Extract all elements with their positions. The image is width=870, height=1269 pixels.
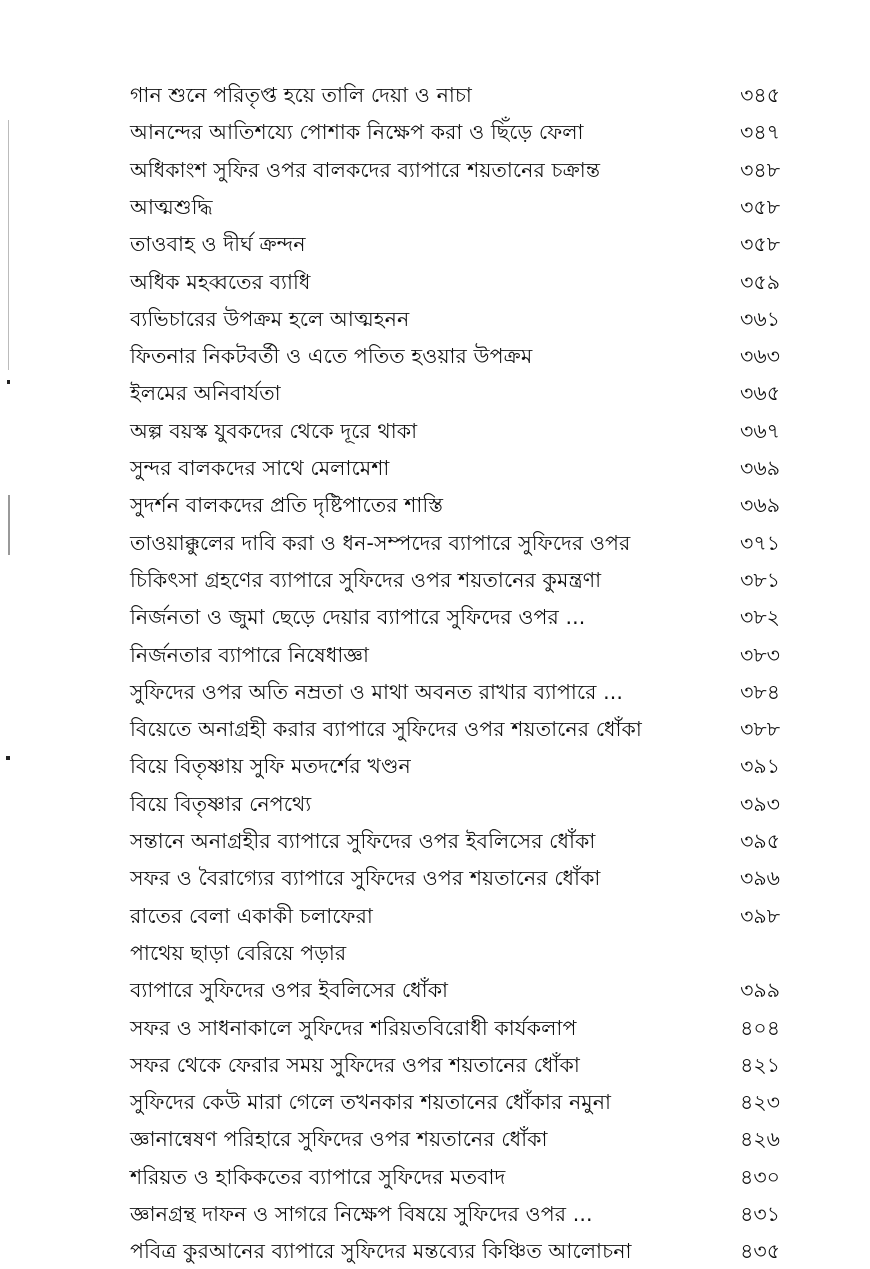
toc-entry xyxy=(130,301,780,337)
toc-entry xyxy=(130,413,780,449)
toc-entry-title: সুফিদের ওপর অতি নম্রতা ও মাথা অবনত রাখার ব্যাপারে ... xyxy=(130,679,624,704)
toc-entry-page: ৩৯৮ xyxy=(740,903,780,928)
toc-entry-title: বিয়ে বিতৃষ্ণার নেপথ্যে xyxy=(130,791,312,816)
toc-entry-title: সুন্দর বালকদের সাথে মেলামেশা xyxy=(130,456,390,480)
toc-entry-title: সফর থেকে ফেরার সময় সুফিদের ওপর শয়তানের ধোঁকা xyxy=(130,1052,580,1077)
toc-entry-page: ৩৯৯ xyxy=(740,978,780,1003)
toc-entry-page: ৩৪৮ xyxy=(740,157,780,182)
toc-entry xyxy=(130,860,780,896)
toc-entry xyxy=(130,898,780,934)
toc-entry-page: ৩৬১ xyxy=(740,306,780,331)
toc-entry xyxy=(130,189,780,225)
toc-entry-page: ৩৬৫ xyxy=(740,381,780,406)
toc-entry xyxy=(130,1084,780,1120)
toc-entry-page: ৩৬৯ xyxy=(740,456,780,480)
toc-entry-page: ৩৯৬ xyxy=(740,866,780,891)
toc-entry-page: ৩৪৫ xyxy=(740,83,780,107)
toc-entry-page: ৩৫৮ xyxy=(740,232,780,257)
toc-entry-page: ৪২৩ xyxy=(740,1090,780,1115)
toc-entry-page: ৩৮৮ xyxy=(740,717,780,742)
toc-entry xyxy=(130,1047,780,1083)
toc-entry-page: ৩৯৩ xyxy=(740,791,780,816)
scan-speck xyxy=(8,120,9,370)
toc-entry-page: ৪৩০ xyxy=(740,1164,780,1189)
toc-entry-page: ৩৬৯ xyxy=(740,493,780,518)
toc-entry xyxy=(130,525,780,561)
toc-entry xyxy=(130,935,780,971)
toc-entry xyxy=(130,1121,780,1157)
toc-entry-title: ব্যভিচারের উপক্রম হলে আত্মহনন xyxy=(130,306,410,331)
toc-entry-title: তাওবাহ ও দীর্ঘ ক্রন্দন xyxy=(130,232,306,257)
scan-speck xyxy=(8,495,10,555)
toc-entry xyxy=(130,338,780,374)
toc-entry xyxy=(130,599,780,635)
toc-entry-page: ৩৯৫ xyxy=(740,829,780,853)
toc-entry xyxy=(130,375,780,411)
toc-entry-title: নির্জনতা ও জুমা ছেড়ে দেয়ার ব্যাপারে সুফিদের ওপর ... xyxy=(130,605,586,630)
toc-entry-title: রাতের বেলা একাকী চলাফেরা xyxy=(130,903,373,928)
scan-speck xyxy=(7,380,10,384)
toc-entry xyxy=(130,1010,780,1046)
toc-entry-page: ৩৪৭ xyxy=(740,120,780,145)
toc-entry-page: ৩৮৩ xyxy=(740,642,780,667)
toc-entry xyxy=(130,1159,780,1195)
toc-entry xyxy=(130,748,780,784)
toc-entry-page: ৪২৬ xyxy=(740,1127,780,1152)
toc-entry-title: পবিত্র কুরআনের ব্যাপারে সুফিদের মন্তব্যের কিঞ্চিত আলোচনা xyxy=(130,1239,632,1264)
toc-entry-title: বিয়ে বিতৃষ্ণায় সুফি মতদর্শের খণ্ডন xyxy=(130,754,411,779)
toc-entry-title: পাথেয় ছাড়া বেরিয়ে পড়ার xyxy=(130,940,347,965)
toc-entry-title: অধিক মহব্বতের ব্যাধি xyxy=(130,269,311,294)
toc-entry-page: ৩৫৮ xyxy=(740,194,780,219)
toc-entry xyxy=(130,226,780,262)
toc-entry-title: চিকিৎসা গ্রহণের ব্যাপারে সুফিদের ওপর শয়তানের কুমন্ত্রণা xyxy=(130,567,602,592)
toc-entry-title: সফর ও বৈরাগ্যের ব্যাপারে সুফিদের ওপর শয়তানের ধোঁকা xyxy=(130,866,601,891)
toc-entry-title: সন্তানে অনাগ্রহীর ব্যাপারে সুফিদের ওপর ইবলিসের ধোঁকা xyxy=(130,829,596,853)
toc-entry xyxy=(130,114,780,150)
toc-entry xyxy=(130,562,780,598)
toc-entry xyxy=(130,77,780,113)
toc-entry-title: গান শুনে পরিতৃপ্ত হয়ে তালি দেয়া ও নাচা xyxy=(130,83,472,107)
toc-entry-title: অধিকাংশ সুফির ওপর বালকদের ব্যাপারে শয়তানের চক্রান্ত xyxy=(130,157,601,182)
toc-entry xyxy=(130,152,780,188)
toc-entry-title: নির্জনতার ব্যাপারে নিষেধাজ্ঞা xyxy=(130,642,370,667)
toc-entry xyxy=(130,1233,780,1269)
toc-entry xyxy=(130,786,780,822)
toc-entry-page: ৪৩৫ xyxy=(740,1239,780,1264)
toc-entry xyxy=(130,711,780,747)
toc-entry-page: ৩৯১ xyxy=(740,754,780,779)
toc-entry-title: সুফিদের কেউ মারা গেলে তখনকার শয়তানের ধোঁকার নমুনা xyxy=(130,1090,612,1115)
toc-entry-page: ৩৬৩ xyxy=(740,344,780,369)
toc-entry-title: আনন্দের আতিশয্যে পোশাক নিক্ষেপ করা ও ছিঁড়ে ফেলা xyxy=(130,120,584,145)
toc-entry xyxy=(130,637,780,673)
toc-entry-title: সুদর্শন বালকদের প্রতি দৃষ্টিপাতের শাস্তি xyxy=(130,493,444,518)
toc-entry-page: ৩৬৭ xyxy=(740,418,780,443)
toc-entry-title: বিয়েতে অনাগ্রহী করার ব্যাপারে সুফিদের ওপর শয়তানের ধোঁকা xyxy=(130,717,642,742)
toc-entry-title: তাওয়াক্কুলের দাবি করা ও ধন-সম্পদের ব্যাপারে সুফিদের ওপর xyxy=(130,530,631,555)
toc-entry-page: ৩৭১ xyxy=(740,530,780,555)
toc-entry-title: জ্ঞানগ্রন্থ দাফন ও সাগরে নিক্ষেপ বিষয়ে সুফিদের ওপর ... xyxy=(130,1202,593,1226)
toc-entry xyxy=(130,823,780,859)
toc-entry xyxy=(130,972,780,1008)
toc-entry-page: ৪২১ xyxy=(740,1052,780,1077)
toc-entry xyxy=(130,487,780,523)
toc-entry xyxy=(130,264,780,300)
toc-entry-title: অল্প বয়স্ক যুবকদের থেকে দূরে থাকা xyxy=(130,418,418,443)
toc-entry-title: শরিয়ত ও হাকিকতের ব্যাপারে সুফিদের মতবাদ xyxy=(130,1164,506,1189)
toc-entry-page: ৩৮১ xyxy=(740,567,780,592)
toc-entry-title: ব্যাপারে সুফিদের ওপর ইবলিসের ধোঁকা xyxy=(130,978,449,1003)
toc-entry-title: সফর ও সাধনাকালে সুফিদের শরিয়তবিরোধী কার্যকলাপ xyxy=(130,1015,577,1040)
scan-speck xyxy=(6,756,10,760)
toc-entry xyxy=(130,674,780,710)
toc-entry xyxy=(130,1196,780,1232)
toc-entry-title: জ্ঞানান্বেষণ পরিহারে সুফিদের ওপর শয়তানের ধোঁকা xyxy=(130,1127,548,1152)
toc-entry-page: ৪৩১ xyxy=(740,1202,780,1226)
toc-entry-page: ৩৫৯ xyxy=(740,269,780,294)
toc-entry-page: ৩৮২ xyxy=(740,605,780,630)
toc-entry-page: ৪০৪ xyxy=(740,1015,780,1040)
toc-entry-title: আত্মশুদ্ধি xyxy=(130,194,213,219)
toc-entry-title: ইলমের অনিবার্যতা xyxy=(130,381,281,406)
toc-entry xyxy=(130,450,780,486)
toc-entry-page: ৩৮৪ xyxy=(740,679,780,704)
toc-entry-title: ফিতনার নিকটবর্তী ও এতে পতিত হওয়ার উপক্রম xyxy=(130,344,533,369)
